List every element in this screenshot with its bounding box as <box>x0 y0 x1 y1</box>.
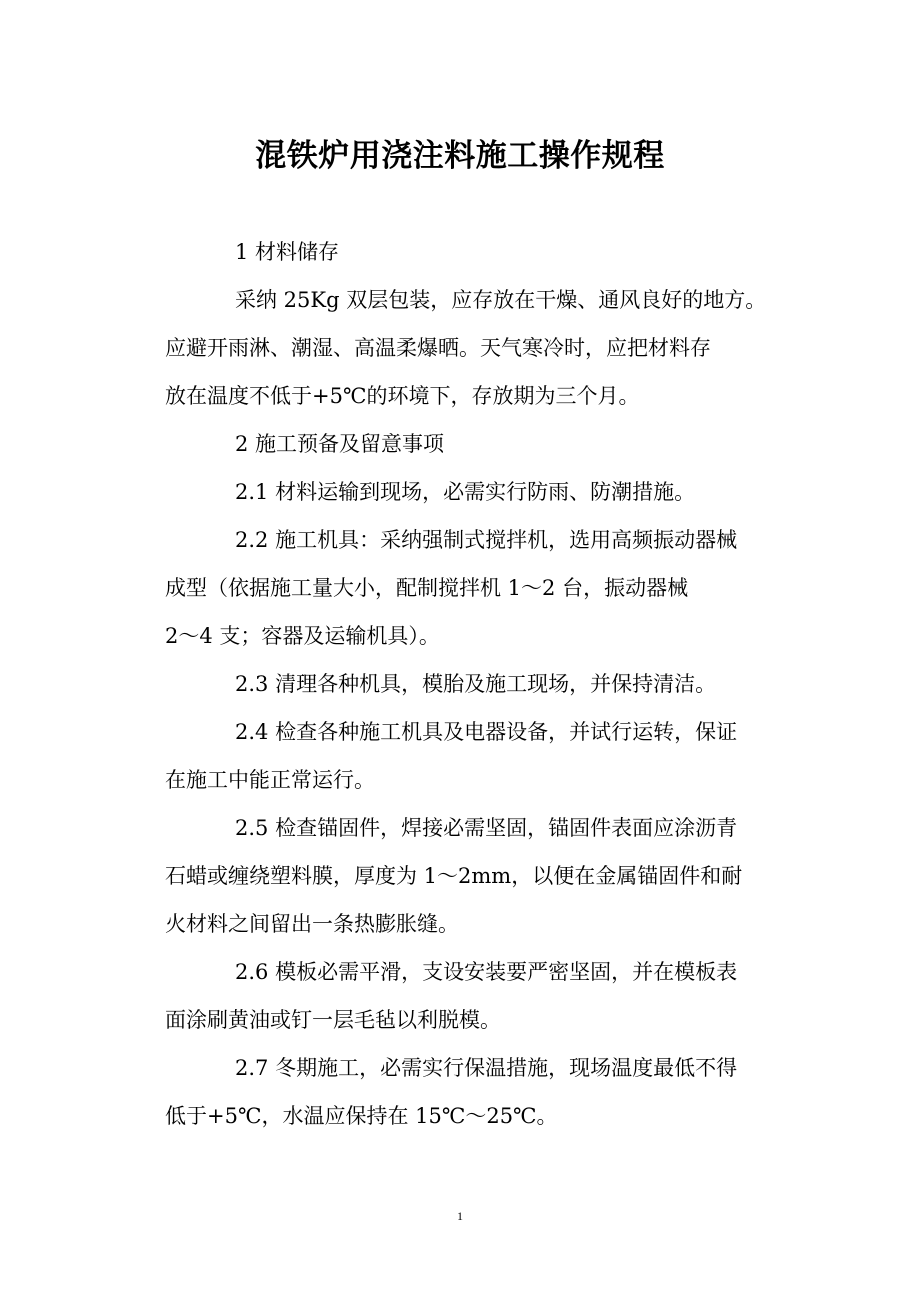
text-line: 2 施工预备及留意事项 <box>235 432 445 456</box>
text-line: 2.7 冬期施工，必需实行保温措施，现场温度最低不得 <box>235 1056 738 1080</box>
document-title: 混铁炉用浇注料施工操作规程 <box>255 138 665 174</box>
text-line: 1 材料储存 <box>235 240 340 264</box>
text-line: 2.6 模板必需平滑，支设安装要严密坚固，并在模板表 <box>235 960 738 984</box>
paragraph-2-2 <box>165 516 805 660</box>
text-line: 石蜡或缠绕塑料膜，厚度为 1～2mm，以便在金属锚固件和耐 <box>165 864 743 888</box>
text-line: 面涂刷黄油或钉一层毛毡以利脱模。 <box>165 1008 501 1032</box>
text-line: 2.2 施工机具：采纳强制式搅拌机，选用高频振动器械 <box>235 528 738 552</box>
paragraph-material-storage <box>165 276 805 420</box>
text-line: 2.1 材料运输到现场，必需实行防雨、防潮措施。 <box>235 480 696 504</box>
text-line: 2～4 支；容器及运输机具）。 <box>165 624 440 648</box>
text-line: 火材料之间留出一条热膨胀缝。 <box>165 912 459 936</box>
text-line: 采纳 25Kg 双层包装，应存放在干燥、通风良好的地方。 <box>235 288 767 312</box>
section-heading-1 <box>165 228 805 276</box>
paragraph-2-3 <box>165 660 805 708</box>
paragraph-2-5 <box>165 804 805 948</box>
text-line: 低于+5℃，水温应保持在 15℃～25℃。 <box>165 1104 558 1128</box>
page-number: 1 <box>457 1209 463 1223</box>
section-heading-2 <box>165 420 805 468</box>
text-line: 2.4 检查各种施工机具及电器设备，并试行运转，保证 <box>235 720 738 744</box>
paragraph-2-1 <box>165 468 805 516</box>
paragraph-2-6 <box>165 948 805 1044</box>
text-line: 在施工中能正常运行。 <box>165 768 375 792</box>
document-body <box>165 228 805 1140</box>
paragraph-2-7 <box>165 1044 805 1140</box>
text-line: 2.3 清理各种机具，模胎及施工现场，并保持清洁。 <box>235 672 717 696</box>
text-line: 2.5 检查锚固件，焊接必需坚固，锚固件表面应涂沥青 <box>235 816 738 840</box>
text-line: 应避开雨淋、潮湿、高温柔爆晒。天气寒冷时，应把材料存 <box>165 336 711 360</box>
text-line: 成型（依据施工量大小，配制搅拌机 1～2 台，振动器械 <box>165 576 689 600</box>
text-line: 放在温度不低于+5℃的环境下，存放期为三个月。 <box>165 384 640 408</box>
paragraph-2-4 <box>165 708 805 804</box>
